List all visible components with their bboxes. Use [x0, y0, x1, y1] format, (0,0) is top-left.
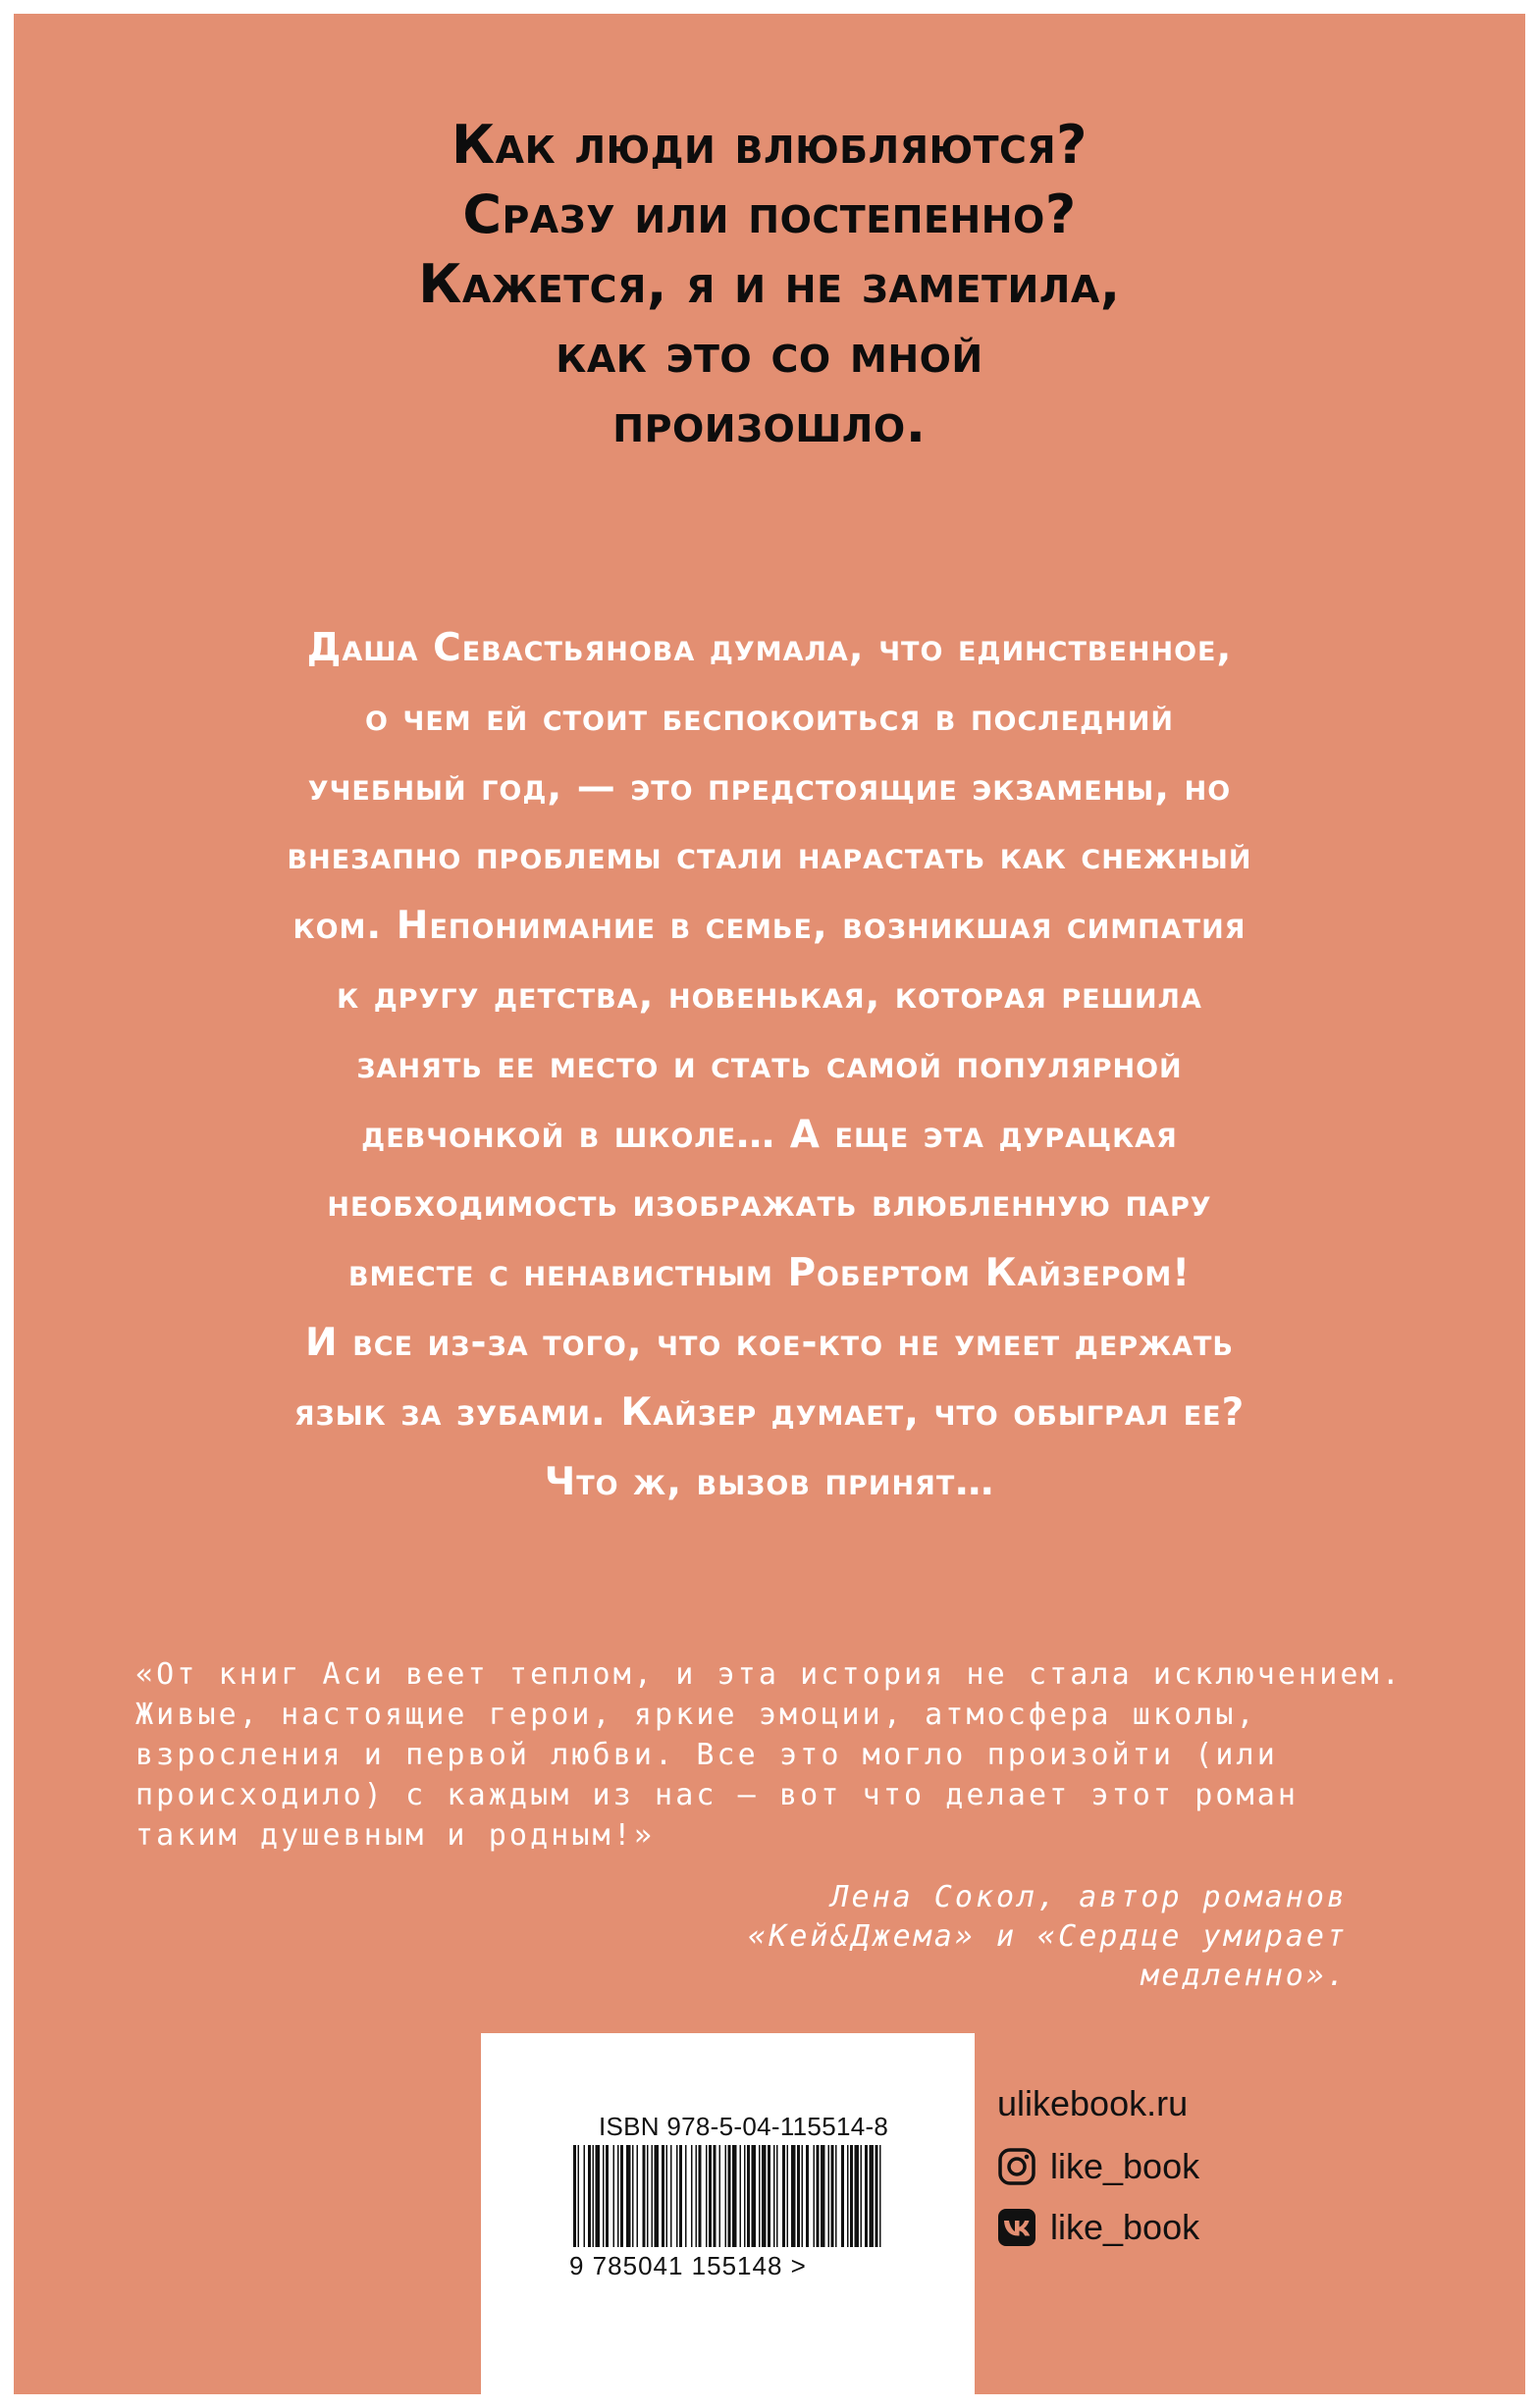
barcode-panel: [481, 2033, 975, 2408]
instagram-icon: [997, 2147, 1036, 2186]
quote-line: Живые, настоящие герои, яркие эмоции, атмосфера школы,: [135, 1698, 1257, 1732]
tagline-line: как это со мной: [556, 323, 983, 385]
publisher-contacts: [997, 2084, 1199, 2269]
quote-line: взросления и первой любви. Все это могло произойти (или: [135, 1738, 1278, 1772]
attribution-line: «Кей&Джема» и «Сердце умирает: [748, 1919, 1348, 1954]
barcode: [571, 2145, 885, 2255]
tagline-line: произошло.: [612, 393, 927, 454]
review-attribution: [464, 1878, 1348, 1996]
book-blurb: [0, 614, 1539, 1517]
tagline-line: Как люди влюбляются?: [451, 114, 1088, 176]
tagline-line: Кажется, я и не заметила,: [418, 253, 1121, 315]
instagram-handle[interactable]: like_book: [1050, 2146, 1200, 2186]
attribution-line: Лена Сокол, автор романов: [830, 1880, 1348, 1914]
instagram-row: [997, 2147, 1199, 2186]
vk-icon: [997, 2208, 1036, 2247]
quote-line: происходило) с каждым из нас — вот что делает этот роман: [135, 1778, 1300, 1812]
quote-line: «От книг Аси веет теплом, и эта история не стала исключением.: [135, 1657, 1403, 1692]
blurb-line: И все из-за того, что кое-кто не умеет держать: [304, 1320, 1235, 1365]
blurb-line: о чем ей стоит беспокоиться в последний: [364, 695, 1175, 740]
blurb-line: Что ж, вызов принят…: [544, 1459, 995, 1504]
blurb-line: занять ее место и стать самой популярной: [356, 1042, 1183, 1087]
tagline: [0, 110, 1539, 458]
blurb-line: внезапно проблемы стали нарастать как снежный: [287, 834, 1252, 879]
blurb-line: ком. Непонимание в семье, возникшая симпатия: [292, 904, 1247, 949]
blurb-line: Даша Севастьянова думала, что единственное,: [306, 626, 1233, 670]
barcode-digits: 9 785041 155148 >: [569, 2251, 807, 2280]
vk-handle[interactable]: like_book: [1050, 2207, 1200, 2247]
blurb-line: язык за зубами. Кайзер думает, что обыграл ее?: [293, 1389, 1246, 1435]
attribution-line: медленно».: [1141, 1959, 1348, 1993]
website-row: [997, 2084, 1199, 2123]
quote-line: таким душевным и родным!»: [135, 1818, 656, 1853]
tagline-line: Сразу или постепенно?: [462, 183, 1077, 245]
blurb-line: вместе с ненавистным Робертом Кайзером!: [347, 1251, 1192, 1296]
blurb-line: к другу детства, новенькая, которая решила: [337, 972, 1202, 1018]
blurb-line: необходимость изображать влюбленную пару: [327, 1181, 1212, 1227]
isbn-number: ISBN 978-5-04-115514-8: [599, 2112, 889, 2141]
review-quote: [135, 1654, 1411, 1856]
vk-row: [997, 2208, 1199, 2247]
website-link[interactable]: ulikebook.ru: [997, 2083, 1189, 2123]
blurb-line: девчонкой в школе… А еще эта дурацкая: [361, 1112, 1178, 1157]
blurb-line: учебный год, — это предстоящие экзамены, но: [307, 764, 1232, 810]
